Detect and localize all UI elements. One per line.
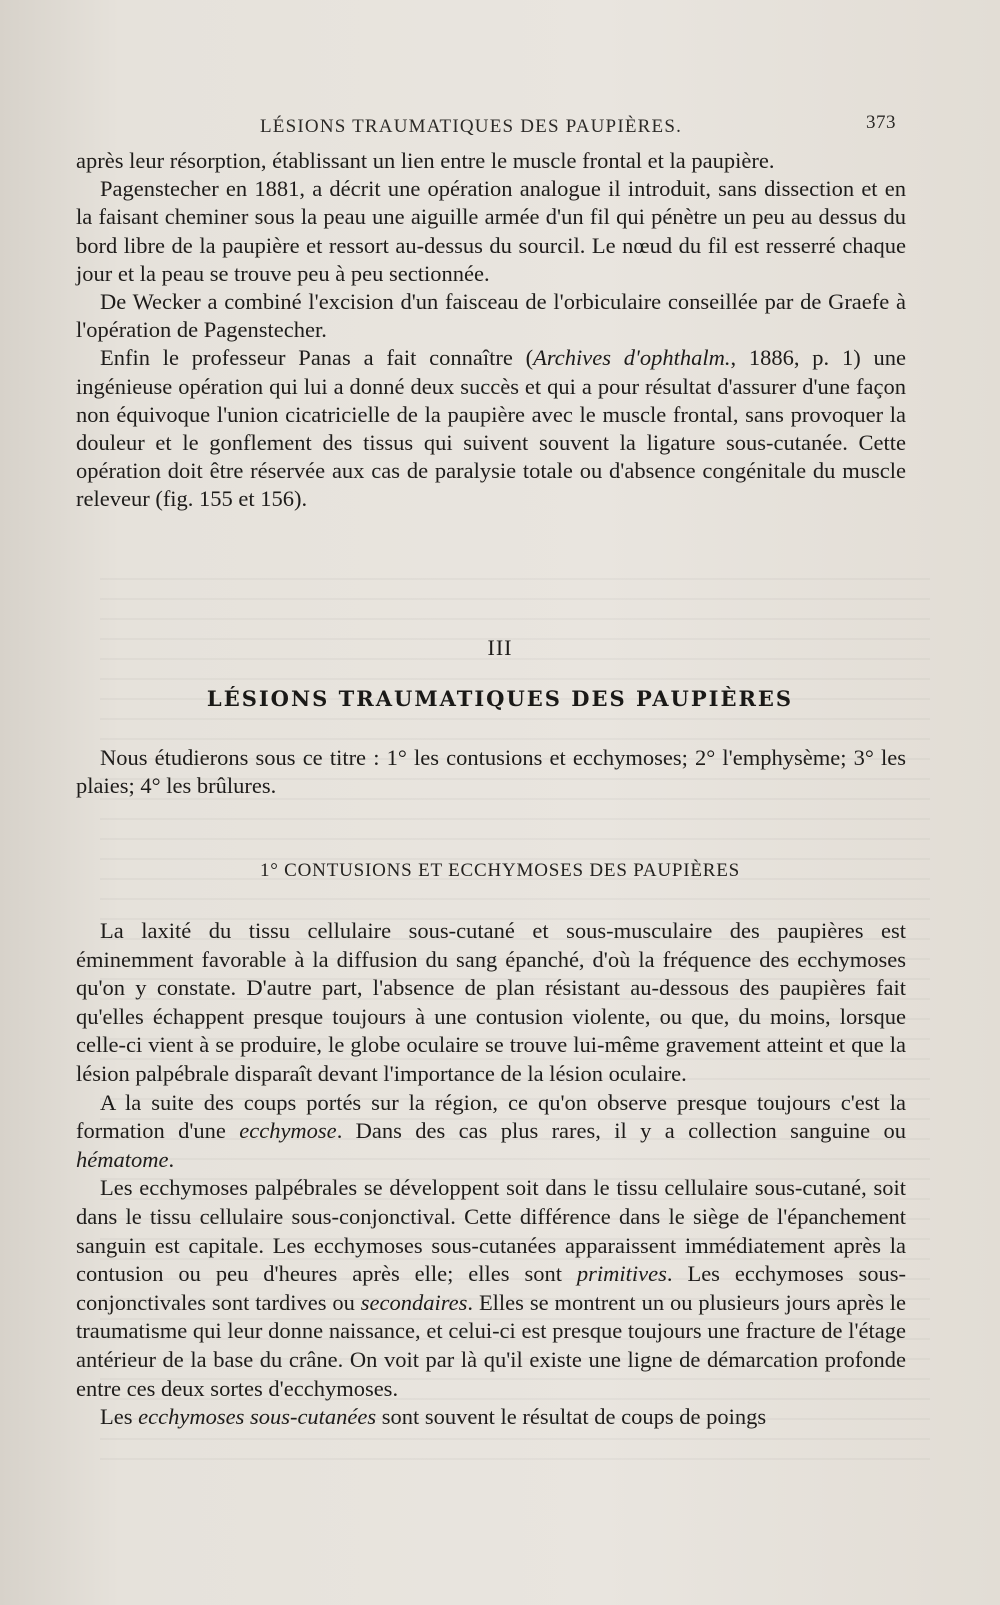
paragraph-pagenstecher: Pagenstecher en 1881, a décrit une opération analogue il introduit, sans dissection et en la faisant cheminer sous la peau une aiguille armée d'un fil qui pénètre un peu au dessus du bord libre de la paupière et ressort au-dessus du sourcil. Le nœud du fil est resserré chaque jour et la peau se trouve peu à peu sectionnée. (76, 176, 906, 286)
section-number: III (487, 635, 513, 660)
paragraph-continuation: après leur résorption, établissant un lien entre le muscle frontal et la paupière. (76, 148, 775, 173)
term-primitives: primitives (576, 1261, 667, 1287)
paragraph-panas (76, 344, 906, 513)
running-title: LÉSIONS TRAUMATIQUES DES PAUPIÈRES. (260, 116, 683, 137)
paragraph-sous-cutanees (76, 1403, 906, 1432)
paragraph-coups (76, 1089, 906, 1175)
intro-text (76, 147, 906, 514)
subsection-heading: 1° CONTUSIONS ET ECCHYMOSES DES PAUPIÈRES (259, 860, 741, 881)
sous-cutanees-text-b: sont souvent le résultat de coups de poings (376, 1404, 767, 1430)
section-intro-paragraph: Nous étudierons sous ce titre : 1° les contusions et ecchymoses; 2° l'emphysème; 3° les plaies; 4° les brûlures. (76, 745, 906, 799)
sous-cutanees-text-a: Les (100, 1404, 139, 1430)
coups-text-b: . Dans des cas plus rares, il y a collection sanguine ou (336, 1118, 906, 1144)
coups-text-a: A la suite des coups portés sur la région, ce qu'on observe presque toujours c'est la formation d'une (76, 1089, 906, 1144)
section-title: LÉSIONS TRAUMATIQUES DES PAUPIÈRES (206, 686, 794, 711)
subsection-text (76, 917, 906, 1432)
palpebrales-text-c: . Elles se montrent un ou plusieurs jours après le traumatisme qui leur donne naissance, et celui-ci est presque toujours une fracture de l'étage antérieur de la base du crâne. On voit par là qu'il existe une ligne de démarcation profonde entre ces deux sortes d'ecchymoses. (76, 1289, 906, 1401)
coups-text-c: . (168, 1146, 175, 1172)
journal-reference: Archives d'ophthalm. (533, 345, 731, 371)
term-ecchymoses-sous-cutanees: ecchymoses sous-cutanées (138, 1404, 377, 1430)
paragraph-ecchymoses-palpebrales (76, 1174, 906, 1403)
term-ecchymose: ecchymose (239, 1118, 337, 1144)
panas-text-start: Enfin le professeur Panas a fait connaître ( (100, 345, 534, 371)
term-secondaires: secondaires (360, 1289, 468, 1315)
paragraph-de-wecker: De Wecker a combiné l'excision d'un faisceau de l'orbiculaire conseillée par de Graefe à l'opération de Pagenstecher. (76, 289, 906, 343)
paragraph-laxite: La laxité du tissu cellulaire sous-cutané et sous-musculaire des paupières est éminemment favorable à la diffusion du sang épanché, d'où la fréquence des ecchymoses qu'on y constate. D'autre part, l'absence de plan résistant au-dessous des paupières fait qu'elles échappent presque toujours à une contusion violente, ou que, du moins, lorsque celle-ci vient à se produire, le globe oculaire se trouve lui-même gravement atteint et que la lésion palpébrale disparaît devant l'importance de la lésion oculaire. (76, 918, 906, 1086)
palpebrales-text-a: Les ecchymoses palpébrales se développent soit dans le tissu cellulaire sous-cutané, soit dans le tissu cellulaire sous-conjonctival. Cette différence dans le siège de l'épanchement sanguin est capitale. Les ecchymoses sous-cutanées apparaissent immédiatement après la contusion ou peu d'heures après elle; elles sont (76, 1175, 906, 1287)
panas-text-end: , 1886, p. 1) une ingénieuse opération qui lui a donné deux succès et qui a pour résultat d'assurer d'une façon non équivoque l'union cicatricielle de la paupière avec le muscle frontal, sans provoquer la douleur et le gonflement des tissus qui suivent souvent la ligature sous-cutanée. Cette opération doit être réservée aux cas de paralysie totale ou d'absence congénitale du muscle releveur (fig. 155 et 156). (76, 345, 906, 512)
palpebrales-text-b: . Les ecchymoses sous-conjonctivales sont tardives ou (76, 1261, 907, 1315)
term-hematome: hématome (76, 1146, 169, 1172)
running-header (70, 112, 900, 142)
section-intro (76, 744, 906, 800)
page-number: 373 (866, 112, 896, 133)
